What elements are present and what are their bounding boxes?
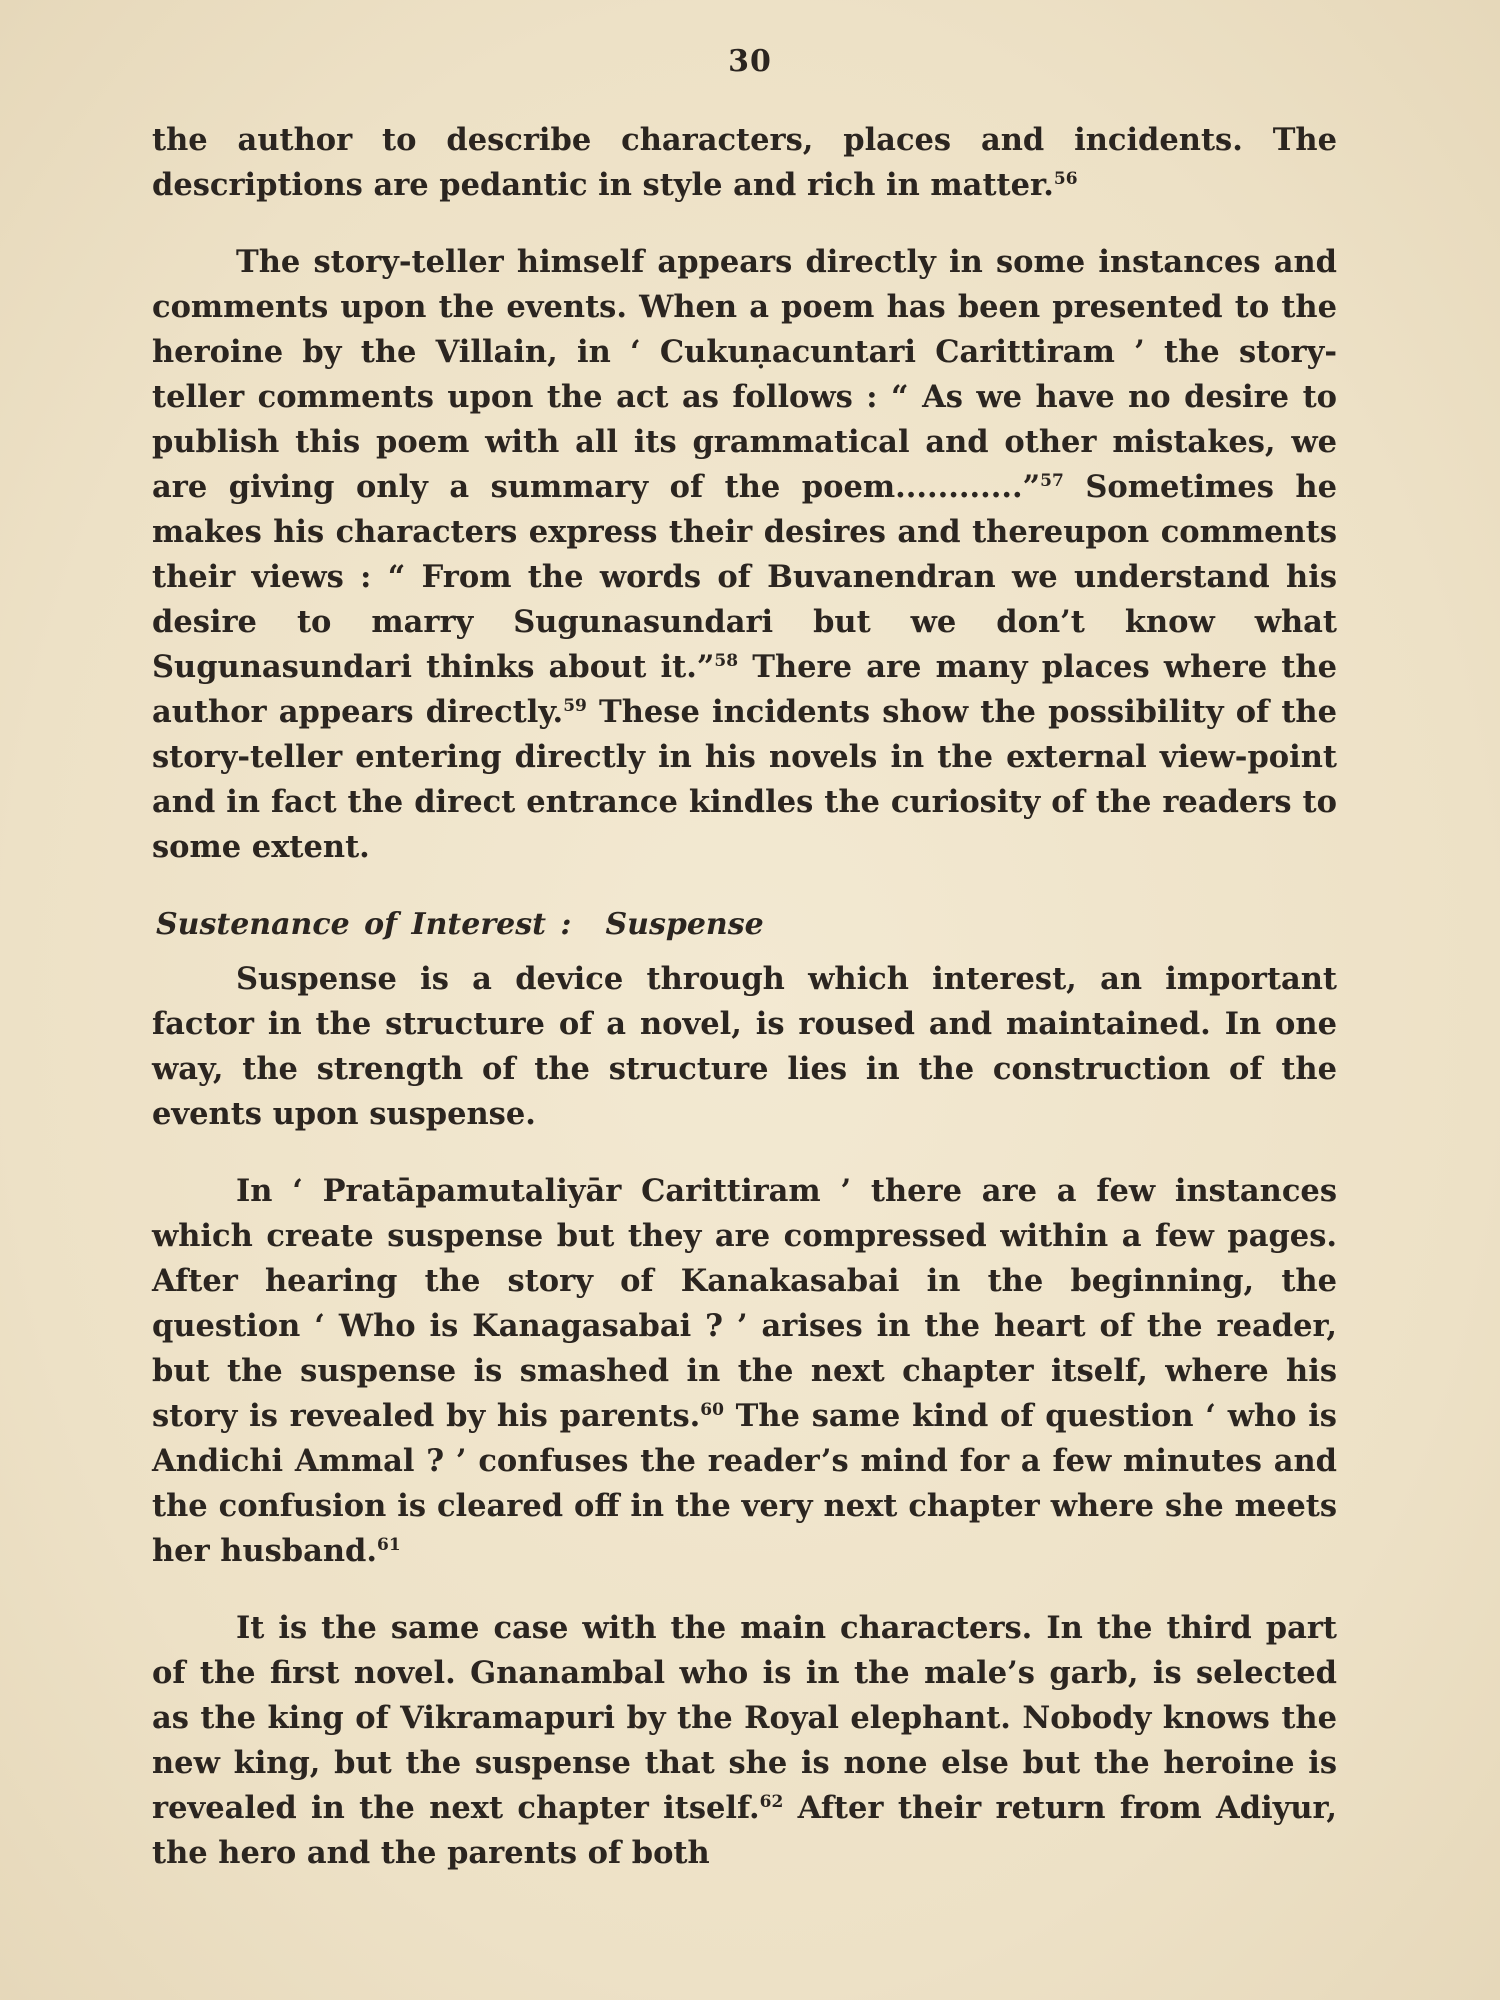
page-number: 30	[728, 44, 772, 79]
footnote-ref-59: 59	[563, 695, 587, 716]
body-text	[152, 118, 1337, 1908]
paragraph-5-text-b: After their return from Adiyur, the hero and the parents of both	[152, 1790, 1337, 1871]
paragraph-5	[152, 1606, 1337, 1876]
section-heading-main: Sustenance of Interest :	[156, 907, 572, 942]
paragraph-3	[152, 957, 1337, 1137]
paragraph-2-text-c: There are many places where the author appears directly.	[152, 649, 1338, 730]
section-heading-sub: Suspense	[605, 907, 764, 942]
footnote-ref-57: 57	[1040, 470, 1064, 491]
paragraph-4	[152, 1169, 1337, 1574]
paragraph-3-text: Suspense is a device through which interest, an important factor in the structure of a novel, is roused and maintained. In one way, the strength of the structure lies in the construction of the events upon suspense.	[152, 961, 1337, 1132]
paragraph-2	[152, 240, 1337, 870]
paragraph-4-text-a: In ‘ Pratāpamutaliyār Carittiram ’ there are a few instances which create suspense but they are compressed within a few pages. After hearing the story of Kanakasabai in the beginning, the question ‘ Who is Kanagasabai ? ’ arises in the heart of the reader, but the suspense is smashed in the next chapter itself, where his story is revealed by his parents.	[152, 1173, 1337, 1434]
paragraph-2-text-d: These incidents show the possibility of the story-teller entering directly in his novels in the external view-point and in fact the direct entrance kindles the curiosity of the readers to some extent.	[152, 694, 1337, 865]
footnote-ref-61: 61	[377, 1534, 401, 1555]
paragraph-1	[152, 118, 1337, 208]
paragraph-2-text-a: The story-teller himself appears directly in some instances and comments upon the events. When a poem has been presented to the heroine by the Villain, in ‘ Cukuṇacuntari Carittiram ’ the story-teller comments upon the act as follows : “ As we have no desire to publish this poem with all its grammatical and other mistakes, we are giving only a summary of the poem............”	[152, 244, 1337, 505]
footnote-ref-60: 60	[700, 1399, 724, 1420]
paragraph-4-text-b: The same kind of question ‘ who is Andichi Ammal ? ’ confuses the reader’s mind for a few minutes and the confusion is cleared off in the very next chapter where she meets her husband.	[152, 1398, 1337, 1569]
paragraph-2-text-b: Sometimes he makes his characters express their desires and thereupon comments their views : “ From the words of Buvanendran we understand his desire to marry Sugunasundari but we don’t know what Sugunasundari thinks about it.”	[152, 469, 1337, 685]
section-heading	[156, 902, 1337, 947]
footnote-ref-56: 56	[1053, 168, 1078, 189]
paragraph-5-text-a: It is the same case with the main characters. In the third part of the first novel. Gnanambal who is in the male’s garb, is selected as the king of Vikramapuri by the Royal elephant. Nobody knows the new king, but the suspense that she is none else but the heroine is revealed in the next chapter itself.	[152, 1610, 1337, 1826]
footnote-ref-62: 62	[759, 1791, 784, 1812]
footnote-ref-58: 58	[714, 650, 739, 671]
paragraph-1-text: the author to describe characters, places and incidents. The descriptions are pedantic in style and rich in matter.	[152, 122, 1337, 203]
